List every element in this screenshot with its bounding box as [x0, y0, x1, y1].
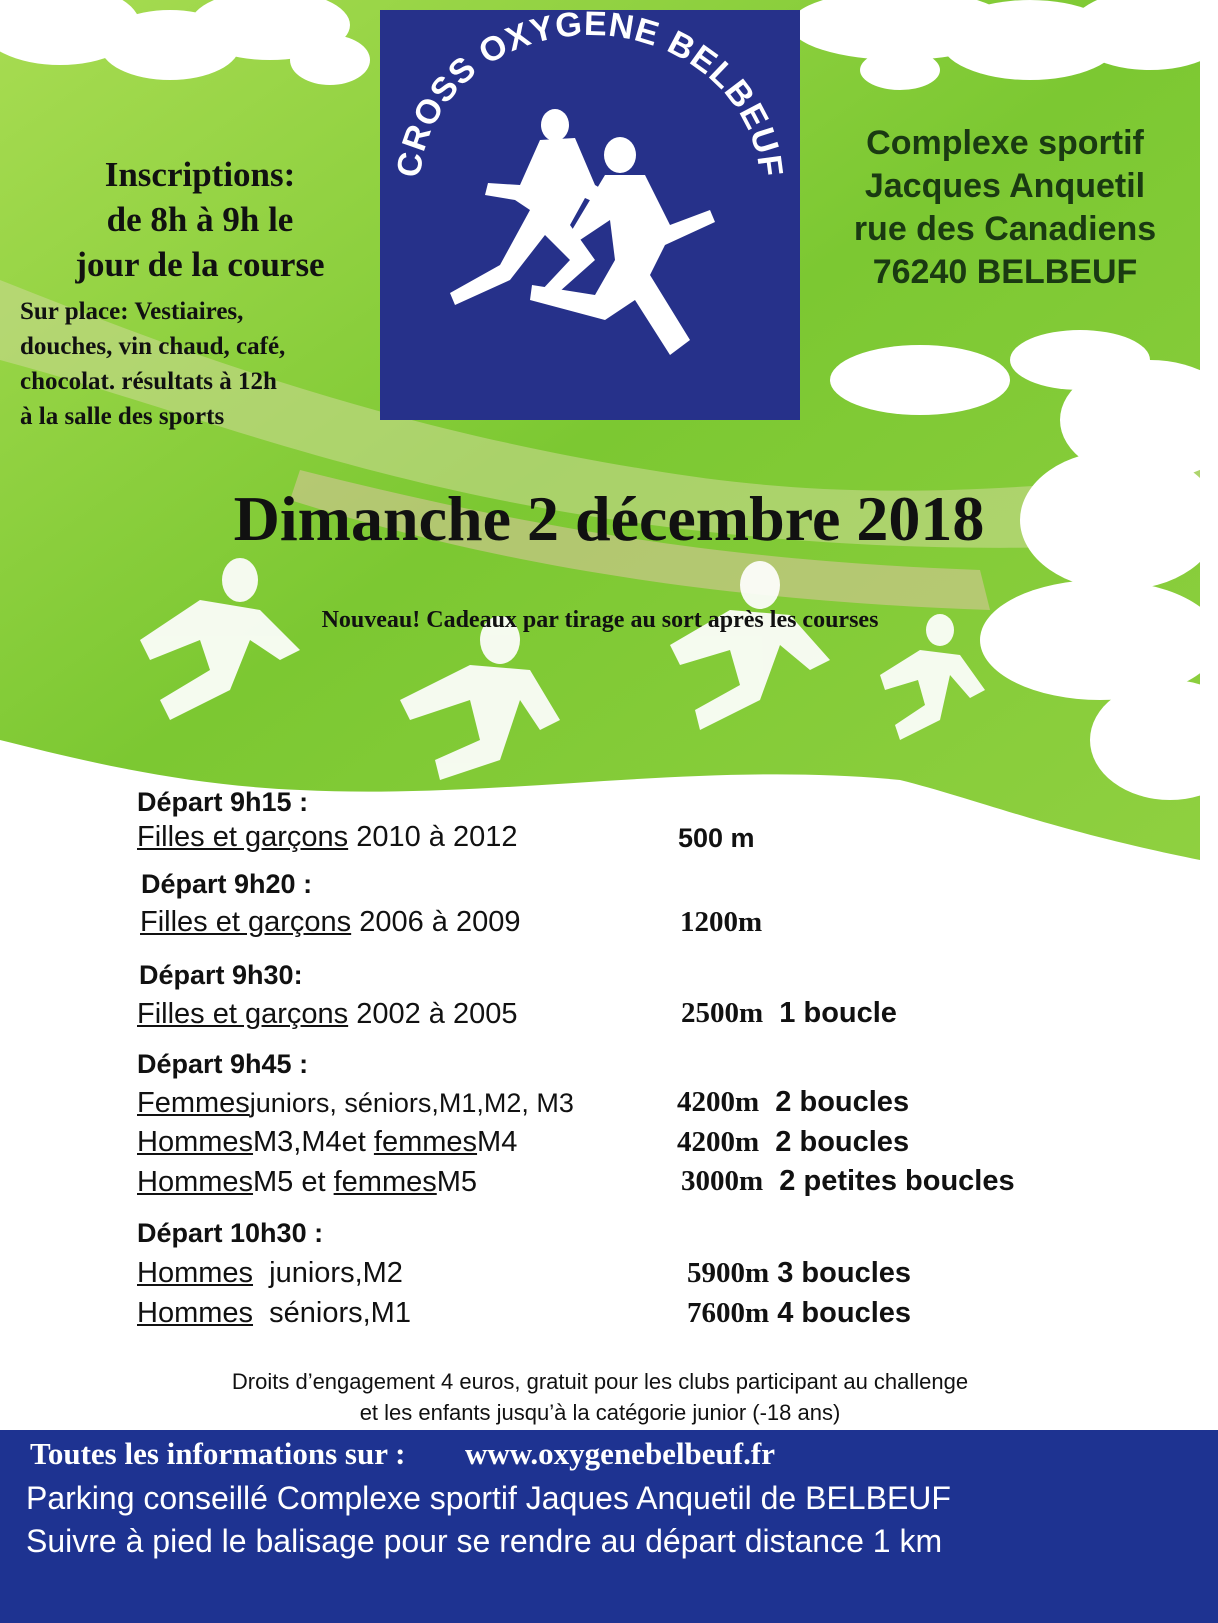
race-category: M5	[436, 1166, 478, 1198]
race-row	[137, 998, 518, 1031]
race-row	[137, 1087, 574, 1120]
parking-note: Parking conseillé Complexe sportif Jaques Anquetil de BELBEUF	[26, 1480, 951, 1516]
race-distance	[681, 1165, 1015, 1198]
race-category: 2010 à 2012	[356, 821, 518, 853]
race-who: Hommes	[137, 1126, 254, 1158]
website-link[interactable]: www.oxygenebelbeuf.fr	[464, 1436, 775, 1471]
venue-address	[810, 122, 1200, 294]
race-distance	[687, 1257, 911, 1290]
race-distance	[677, 1126, 909, 1159]
departure-label: Départ 9h30:	[139, 960, 303, 990]
race-category: 2002 à 2005	[356, 998, 518, 1030]
distance-value: 1200m	[680, 906, 763, 938]
svg-text:CROSS OXYGENE BELBEUF	[390, 10, 790, 180]
runners-silhouette-icon	[380, 10, 800, 420]
entry-fees	[100, 1366, 1100, 1428]
race-distance	[678, 822, 755, 855]
on-site-line: chocolat. résultats à 12h	[20, 368, 277, 395]
inscriptions-title: Inscriptions:	[104, 155, 296, 194]
distance-value: 7600m	[687, 1297, 770, 1329]
race-category: M3,M4	[253, 1126, 342, 1158]
loops-value: 2 boucles	[775, 1086, 910, 1118]
departure-label: Départ 9h15 :	[137, 787, 309, 817]
inscriptions-block	[20, 152, 380, 287]
venue-line: Complexe sportif	[866, 124, 1144, 162]
loops-value: 2 petites boucles	[779, 1165, 1015, 1197]
race-who: Filles et garçons	[137, 998, 349, 1030]
race-row	[137, 1257, 403, 1290]
venue-line: Jacques Anquetil	[864, 167, 1146, 205]
race-category: séniors,M1	[269, 1297, 411, 1329]
info-label: Toutes les informations sur :	[30, 1436, 406, 1471]
footer-info	[30, 1436, 775, 1472]
distance-value: 5900m	[687, 1257, 770, 1289]
distance-value: 4200m	[677, 1126, 760, 1158]
race-who: Femmes	[137, 1087, 250, 1119]
race-who: Hommes	[137, 1166, 254, 1198]
race-category: 2006 à 2009	[359, 906, 521, 938]
loops-value: 1 boucle	[779, 997, 897, 1029]
on-site-services	[20, 294, 380, 434]
walking-directions: Suivre à pied le balisage pour se rendre au départ distance 1 km	[26, 1523, 943, 1559]
departure-label: Départ 10h30 :	[137, 1218, 324, 1248]
race-category: M4	[477, 1126, 518, 1158]
new-prize-draw-note: Nouveau! Cadeaux par tirage au sort après les courses	[321, 607, 879, 633]
race-who: femmes	[373, 1126, 478, 1158]
loops-value: 4 boucles	[777, 1297, 912, 1329]
race-who: Filles et garçons	[137, 821, 349, 853]
race-category: juniors,M2	[269, 1257, 403, 1289]
loops-value: 2 boucles	[775, 1126, 910, 1158]
race-who: femmes	[333, 1166, 437, 1198]
venue-line: rue des Canadiens	[853, 210, 1157, 248]
race-and: et	[341, 1126, 366, 1158]
inscriptions-hours: de 8h à 9h le	[106, 200, 294, 239]
distance-value: 4200m	[677, 1086, 760, 1118]
race-and: et	[301, 1166, 326, 1198]
race-category: M5	[253, 1166, 294, 1198]
on-site-line: douches, vin chaud, café,	[20, 333, 286, 360]
departure-label: Départ 9h45 :	[137, 1049, 309, 1079]
distance-value: 2500m	[681, 997, 764, 1029]
race-row	[137, 1166, 477, 1199]
race-who: Filles et garçons	[140, 906, 352, 938]
fees-line: Droits d’engagement 4 euros, gratuit pour les clubs participant au challenge	[231, 1369, 969, 1394]
event-date: Dimanche 2 décembre 2018	[233, 483, 985, 554]
on-site-line: Sur place: Vestiaires,	[20, 298, 244, 325]
race-distance	[687, 1297, 911, 1330]
race-distance	[677, 1086, 909, 1119]
race-category: juniors, séniors,M1,M2, M3	[249, 1088, 574, 1118]
race-distance	[681, 997, 897, 1030]
race-row	[137, 821, 518, 854]
fees-line: et les enfants jusqu’à la catégorie junior (-18 ans)	[359, 1400, 841, 1425]
race-row	[137, 1126, 517, 1159]
logo-text: CROSS OXYGENE BELBEUF	[389, 10, 791, 180]
distance-value: 3000m	[681, 1165, 764, 1197]
venue-line: 76240 BELBEUF	[872, 253, 1138, 291]
departure-label: Départ 9h20 :	[141, 869, 313, 899]
inscriptions-day: jour de la course	[75, 245, 325, 284]
race-who: Hommes	[137, 1297, 254, 1329]
club-logo	[380, 10, 800, 420]
race-who: Hommes	[137, 1257, 254, 1289]
race-row	[140, 906, 521, 939]
distance-value: 500 m	[678, 823, 755, 853]
race-distance	[680, 906, 762, 939]
race-row	[137, 1297, 411, 1330]
loops-value: 3 boucles	[777, 1257, 912, 1289]
on-site-line: à la salle des sports	[20, 403, 225, 430]
